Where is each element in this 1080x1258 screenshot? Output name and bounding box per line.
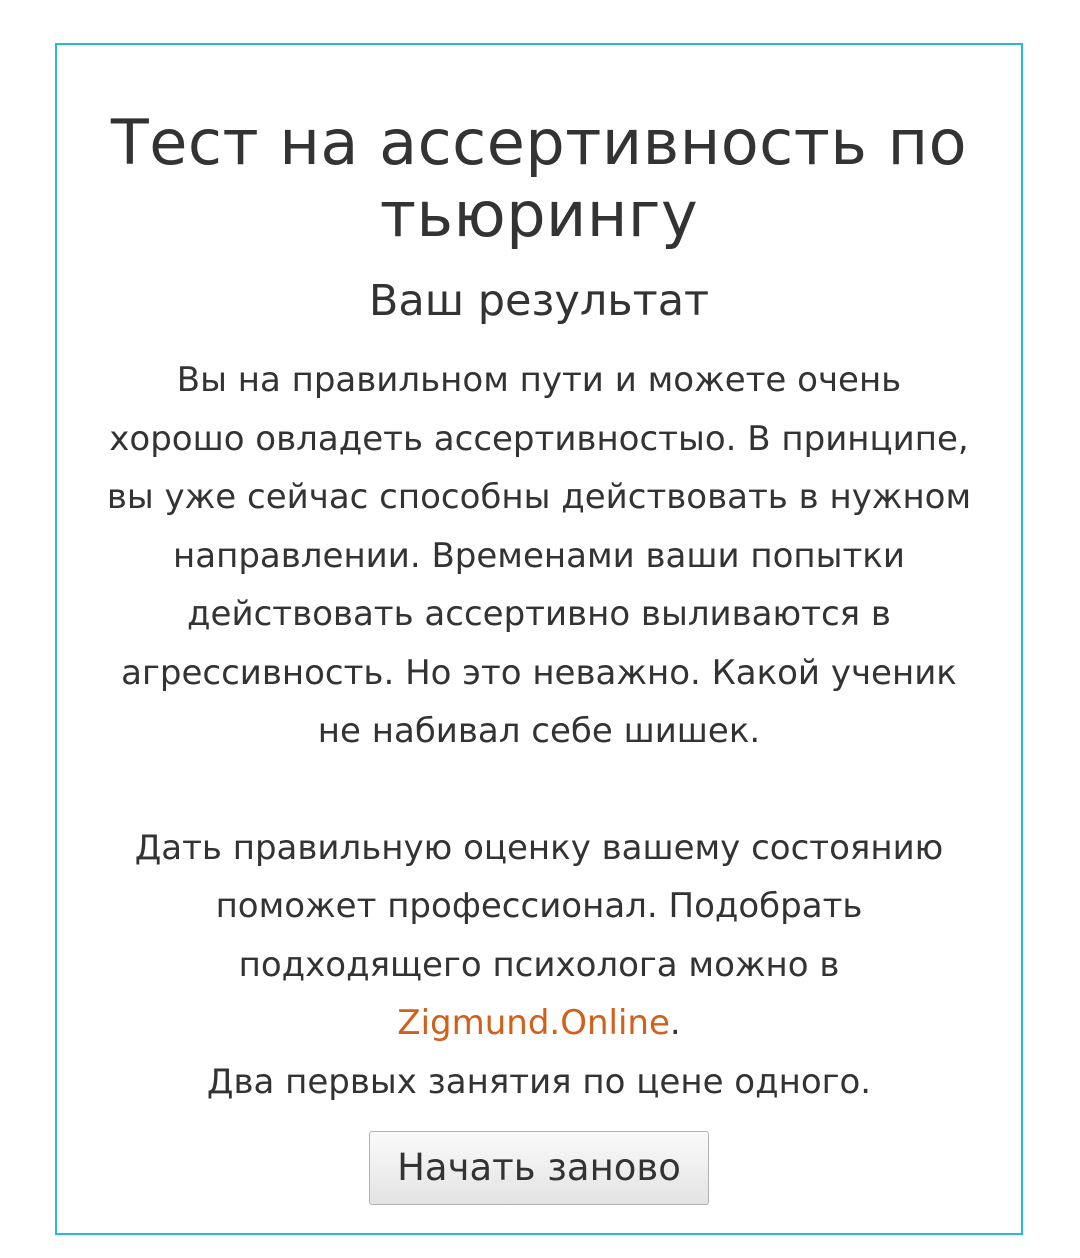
result-line: хорошо овладеть ассертивностыо. В принципе, [109, 418, 969, 459]
promo-text [57, 819, 1021, 1112]
result-description [57, 351, 1021, 819]
test-title: Тест на ассертивность по тьюрингу [110, 106, 968, 251]
result-line: действовать ассертивно выливаются в [187, 594, 891, 634]
result-line: Вы на правильном пути и можете очень [176, 360, 902, 400]
promo-link-line [57, 994, 1021, 1053]
result-card [55, 43, 1023, 1235]
result-line: направлении. Временами ваши попытки [173, 535, 905, 576]
result-line: не набивал себе шишек. [317, 711, 761, 751]
promo-line: Дать правильную оценку вашему состоянию [134, 827, 944, 868]
offer-text: Два первых занятия по цене одного. [206, 1061, 872, 1102]
result-heading: Ваш результат [368, 276, 710, 326]
result-line: вы уже сейчас способны действовать в нужном [106, 477, 972, 517]
promo-line: поможет профессионал. Подобрать [215, 886, 863, 926]
link-suffix: . [669, 1003, 681, 1043]
zigmund-online-link[interactable]: Zigmund.Online [397, 1003, 670, 1043]
paragraph-gap [57, 761, 1021, 819]
promo-line: подходящего психолога можно в [238, 944, 840, 985]
restart-button[interactable]: Начать заново [369, 1131, 709, 1205]
result-line: агрессивность. Но это неважно. Какой ученик [121, 652, 957, 693]
